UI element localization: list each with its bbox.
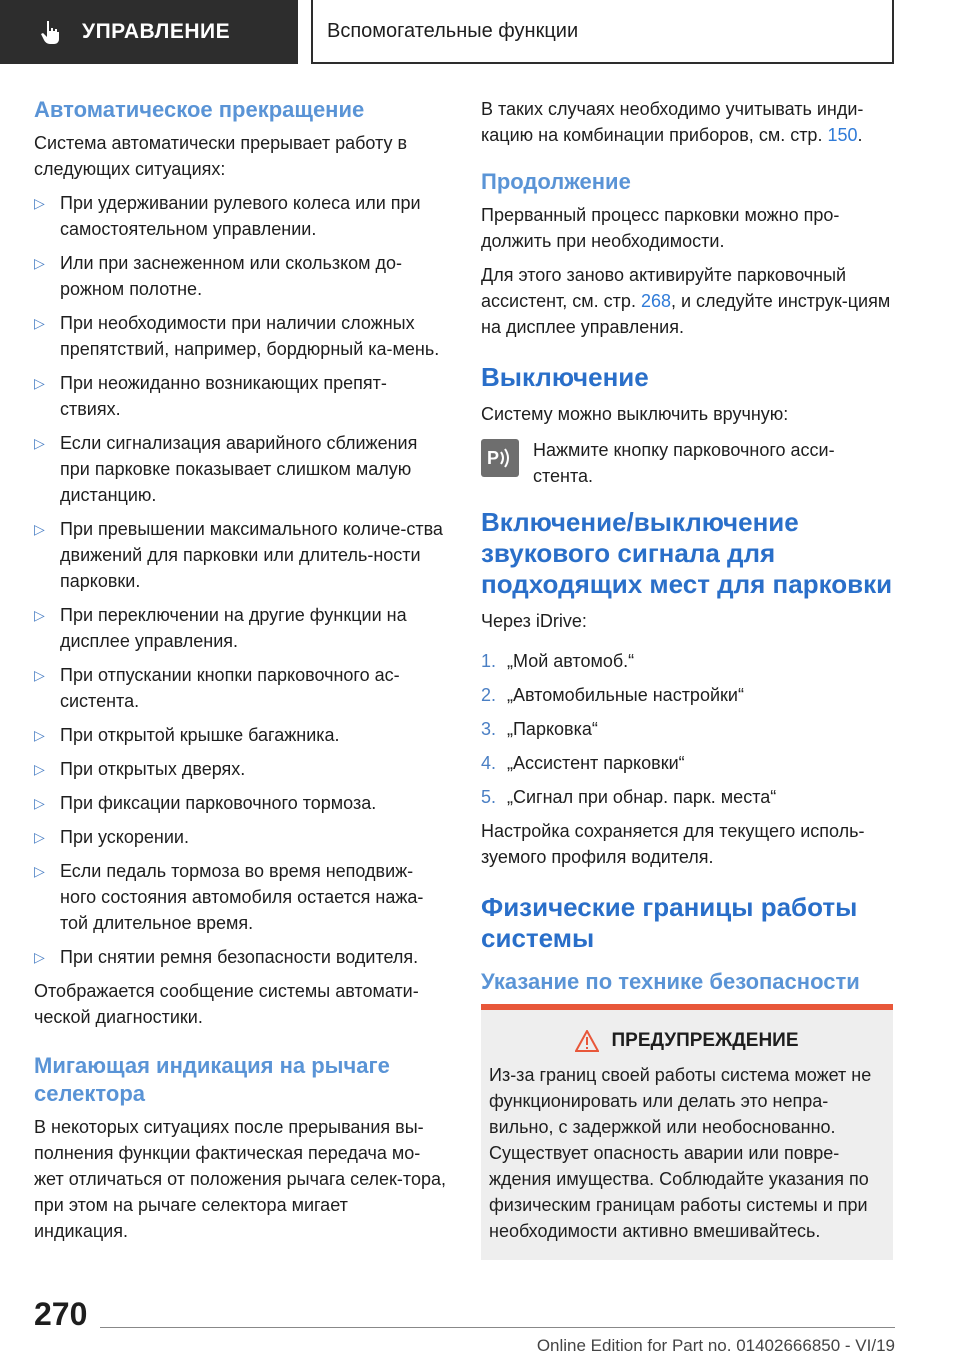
off-heading: Выключение bbox=[481, 362, 649, 392]
list-item: ▷ При неожиданно возникающих препят-ствиях. bbox=[34, 370, 446, 422]
page-number: 270 bbox=[34, 1296, 88, 1332]
list-item: 3. „Парковка“ bbox=[481, 719, 598, 739]
chapter-label: Вспомогательные функции bbox=[327, 19, 579, 42]
blink-text: В некоторых ситуациях после прерывания вы-полнения функции фактическая передача мо-жет отличаться от положения рычага селек-тора, при этом на рычаге селектора мигает индикация. bbox=[34, 1117, 447, 1241]
triangle-bullet-icon: ▷ bbox=[34, 829, 45, 845]
auto-stop-list bbox=[34, 190, 446, 970]
safety-subheading: Указание по технике безопасности bbox=[481, 969, 860, 994]
triangle-bullet-icon: ▷ bbox=[34, 727, 45, 743]
list-item: ▷ Или при заснеженном или скользком до-рожном полотне. bbox=[34, 250, 446, 302]
list-item: ▷ При фиксации парковочного тормоза. bbox=[34, 790, 446, 816]
right-column bbox=[481, 96, 893, 1260]
continue-p1: Прерванный процесс парковки можно про-должить при необходимости. bbox=[481, 205, 840, 251]
edition-note: Online Edition for Part no. 01402666850 - VI/19 bbox=[536, 1336, 895, 1355]
warning-text: Из-за границ своей работы система может не функционировать или делать это непра-вильно, с задержкой или необоснованно. Существует опасность аварии или повре-ждения имущества. Соблюдайте указания по физическим границам работы системы и при необходимости активно вмешивайтесь. bbox=[489, 1065, 872, 1241]
warning-title-row bbox=[489, 1028, 885, 1054]
list-item: ▷ При удерживании рулевого колеса или при самостоятельном управлении. bbox=[34, 190, 446, 242]
svg-text:P: P bbox=[487, 448, 500, 468]
park-assist-instruction bbox=[481, 437, 893, 489]
page-link-268[interactable]: 268 bbox=[640, 291, 671, 311]
hand-touch-icon bbox=[38, 18, 66, 46]
sound-heading: Включение/выключение звукового сигнала для подходящих мест для парковки bbox=[481, 507, 893, 599]
section-tab bbox=[0, 0, 298, 64]
triangle-bullet-icon: ▷ bbox=[34, 195, 45, 211]
list-item: ▷ При снятии ремня безопасности водителя. bbox=[34, 944, 446, 970]
list-item: ▷ Если педаль тормоза во время неподвиж-ного состояния автомобиля остается нажа-той длительное время. bbox=[34, 858, 446, 936]
list-item: 1. „Мой автомоб.“ bbox=[481, 651, 635, 671]
triangle-bullet-icon: ▷ bbox=[34, 255, 45, 271]
list-item: ▷ При отпускании кнопки парковочного ас-систента. bbox=[34, 662, 446, 714]
section-label: УПРАВЛЕНИЕ bbox=[82, 20, 231, 43]
sound-intro: Через iDrive: bbox=[481, 611, 587, 631]
left-column bbox=[34, 96, 446, 1252]
footer-divider bbox=[100, 1327, 895, 1328]
warning-title: ПРЕДУПРЕЖДЕНИЕ bbox=[611, 1030, 799, 1051]
triangle-bullet-icon: ▷ bbox=[34, 795, 45, 811]
warning-triangle-icon bbox=[575, 1030, 599, 1052]
auto-stop-intro: Система автоматически прерывает работу в следующих ситуациях: bbox=[34, 133, 408, 179]
list-item: ▷ При ускорении. bbox=[34, 824, 446, 850]
triangle-bullet-icon: ▷ bbox=[34, 315, 45, 331]
limits-heading: Физические границы работы системы bbox=[481, 892, 858, 953]
continue-p2: Для этого заново активируйте парковочный ассистент, см. стр. 268, и следуйте инструк-циям на дисплее управления. bbox=[481, 265, 891, 337]
chapter-tab bbox=[311, 0, 894, 64]
cluster-note: В таких случаях необходимо учитывать инди-кацию на комбинации приборов, см. стр. 150. bbox=[481, 99, 864, 145]
list-item: 2. „Автомобильные настройки“ bbox=[481, 685, 744, 705]
park-assist-text: Нажмите кнопку парковочного асси-стента. bbox=[533, 440, 835, 486]
list-item: ▷ При открытой крышке багажника. bbox=[34, 722, 446, 748]
list-item: ▷ При переключении на другие функции на дисплее управления. bbox=[34, 602, 446, 654]
triangle-bullet-icon: ▷ bbox=[34, 521, 45, 537]
triangle-bullet-icon: ▷ bbox=[34, 949, 45, 965]
list-item: ▷ При открытых дверях. bbox=[34, 756, 446, 782]
triangle-bullet-icon: ▷ bbox=[34, 607, 45, 623]
list-item: ▷ Если сигнализация аварийного сближения при парковке показывает слишком малую дистанцию. bbox=[34, 430, 446, 508]
warning-box bbox=[481, 1010, 893, 1260]
blink-heading: Мигающая индикация на рычаге селектора bbox=[34, 1053, 390, 1106]
triangle-bullet-icon: ▷ bbox=[34, 435, 45, 451]
auto-stop-outro: Отображается сообщение системы автомати-ческой диагностики. bbox=[34, 981, 419, 1027]
park-assist-button-icon bbox=[481, 439, 519, 477]
triangle-bullet-icon: ▷ bbox=[34, 761, 45, 777]
triangle-bullet-icon: ▷ bbox=[34, 375, 45, 391]
triangle-bullet-icon: ▷ bbox=[34, 863, 45, 879]
continue-heading: Продолжение bbox=[481, 169, 631, 194]
list-item: 4. „Ассистент парковки“ bbox=[481, 753, 685, 773]
auto-stop-heading: Автоматическое прекращение bbox=[34, 97, 365, 122]
list-item: ▷ При превышении максимального количе-ства движений для парковки или длитель-ности парковки. bbox=[34, 516, 446, 594]
triangle-bullet-icon: ▷ bbox=[34, 667, 45, 683]
list-item: ▷ При необходимости при наличии сложных препятствий, например, бордюрный ка-мень. bbox=[34, 310, 446, 362]
list-item: 5. „Сигнал при обнар. парк. места“ bbox=[481, 787, 777, 807]
sound-outro: Настройка сохраняется для текущего исполь-зуемого профиля водителя. bbox=[481, 821, 865, 867]
page-link-150[interactable]: 150 bbox=[827, 125, 858, 145]
off-p1: Систему можно выключить вручную: bbox=[481, 404, 789, 424]
idrive-steps bbox=[481, 648, 893, 810]
